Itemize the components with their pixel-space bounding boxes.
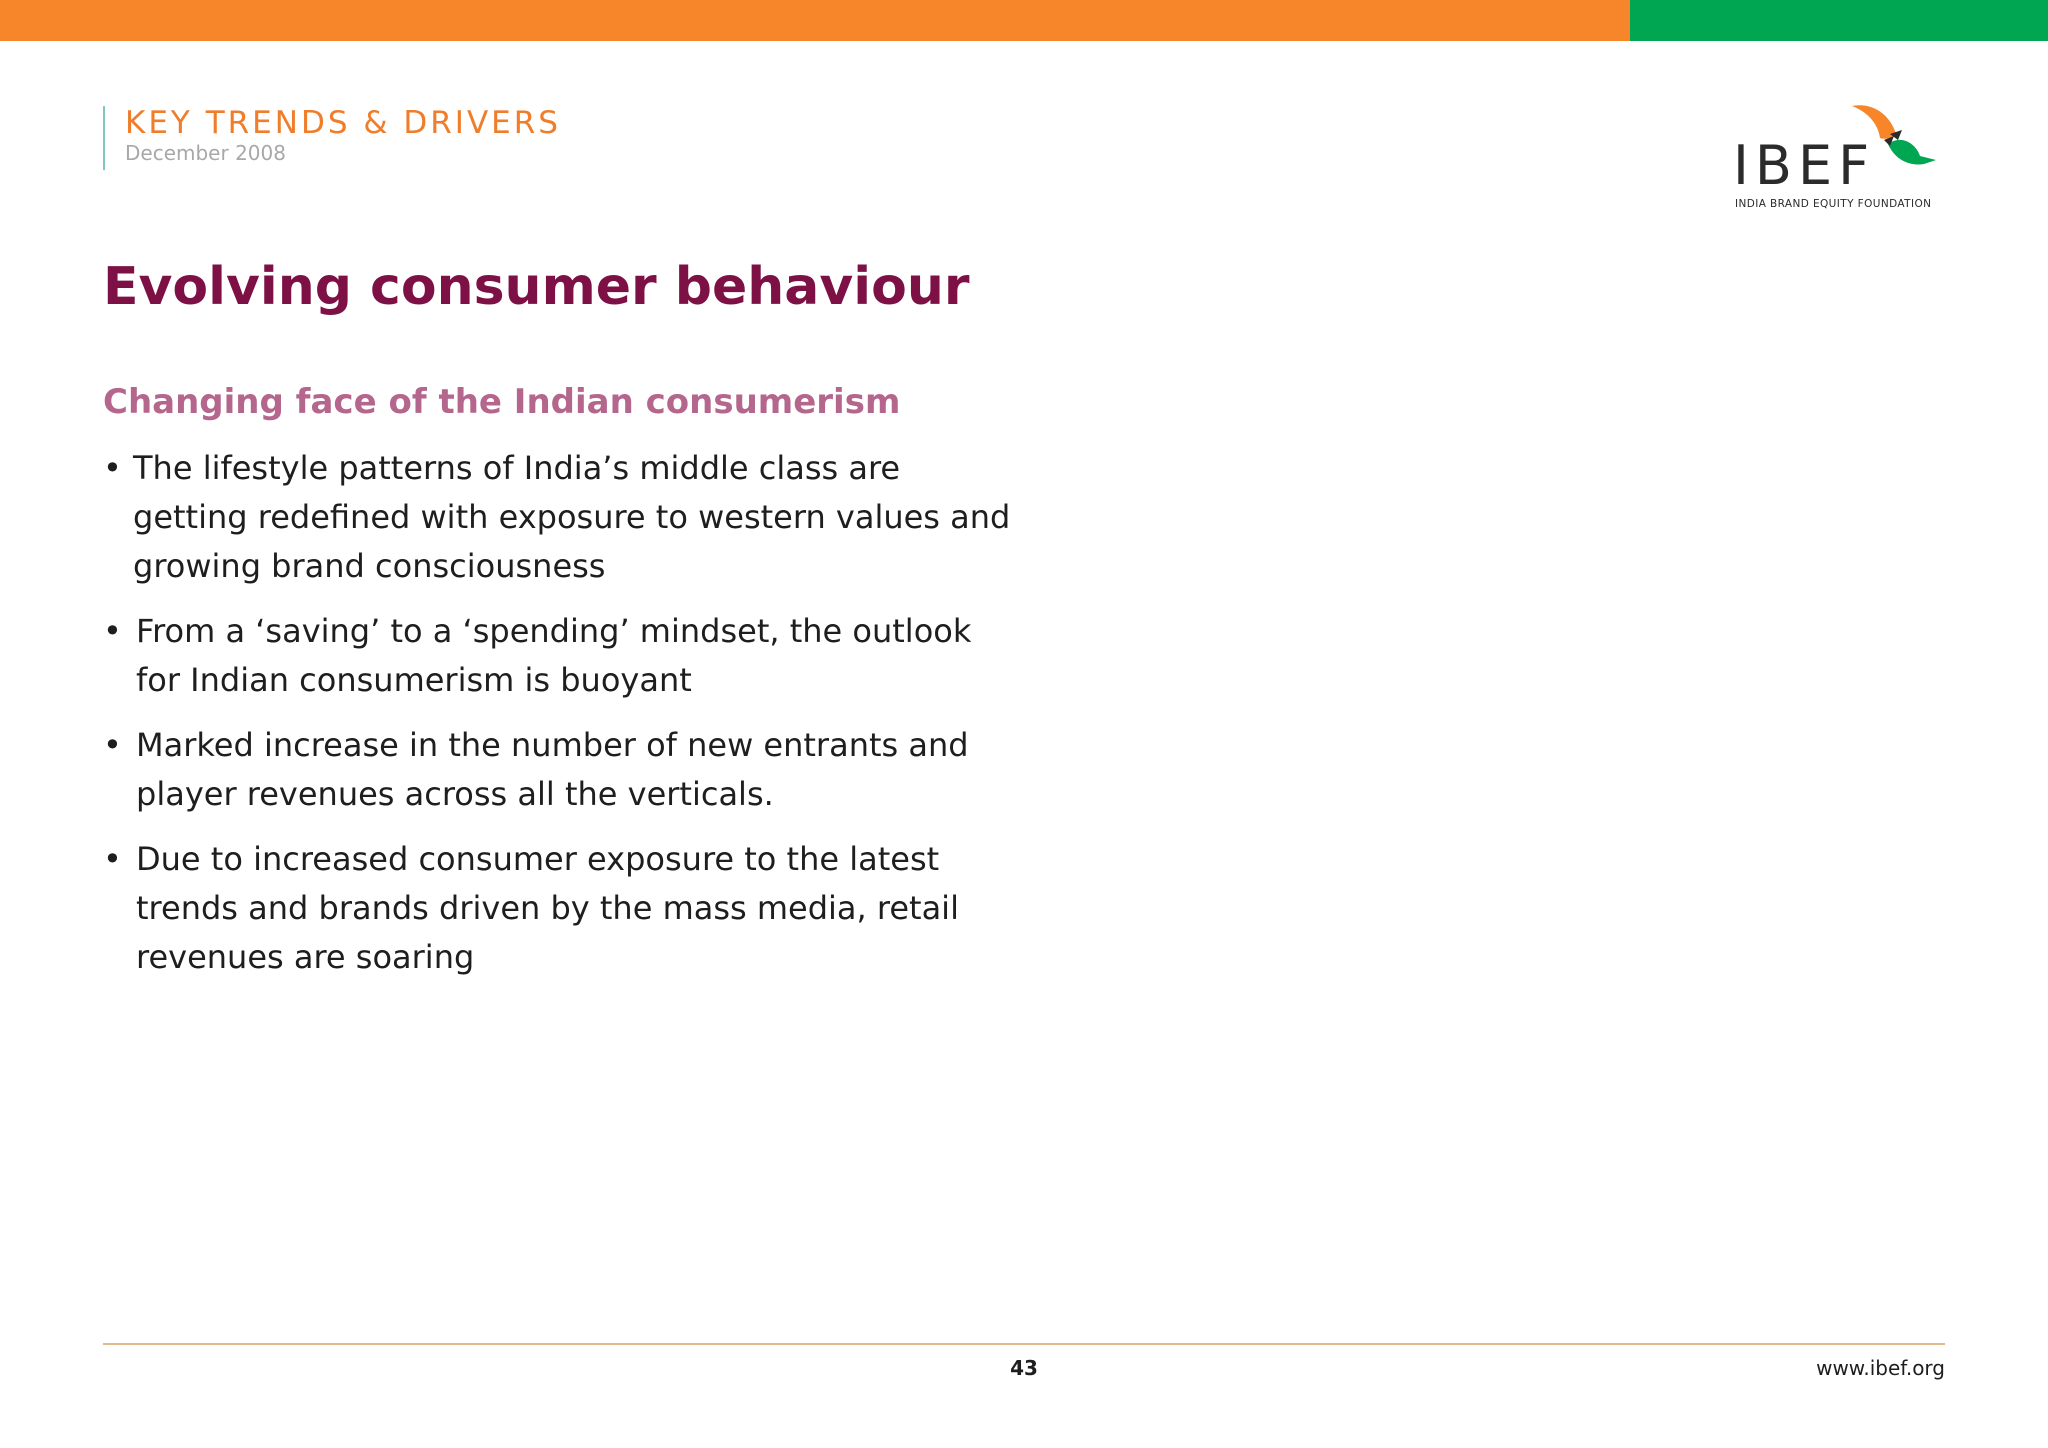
bullet-text: From a ‘saving’ to a ‘spending’ mindset, the outlook for Indian consumerism is buoyant: [136, 612, 972, 699]
section-header: [103, 106, 561, 170]
top-bar-orange: [0, 0, 1630, 41]
top-color-bar: [0, 0, 2048, 41]
bullet-icon: •: [103, 840, 122, 878]
bullet-icon: •: [103, 726, 122, 764]
ibef-logo: [1730, 100, 1950, 212]
page-title: Evolving consumer behaviour: [103, 257, 970, 317]
page-number: 43: [1010, 1356, 1038, 1380]
logo-tagline: INDIA BRAND EQUITY FOUNDATION: [1735, 198, 1932, 210]
bullet-item: [103, 835, 1023, 982]
top-bar-green: [1630, 0, 2048, 41]
bird-green-wing: [1888, 140, 1936, 165]
page-subtitle: Changing face of the Indian consumerism: [103, 382, 901, 422]
bullet-icon: •: [103, 612, 122, 650]
section-title: KEY TRENDS & DRIVERS: [125, 105, 561, 141]
footer-divider: [103, 1343, 1945, 1345]
bullet-text: Due to increased consumer exposure to the latest trends and brands driven by the mass media, retail revenues are soaring: [136, 840, 959, 976]
logo-wordmark: IBEF: [1733, 134, 1876, 197]
bullet-icon: •: [103, 449, 122, 487]
bullet-item: [103, 721, 1023, 819]
section-date: December 2008: [125, 141, 286, 165]
bullet-text: The lifestyle patterns of India’s middle class are getting redefined with exposure to western values and growing brand consciousness: [133, 449, 1011, 585]
bullet-item: [103, 444, 1023, 591]
bullet-item: [103, 607, 1023, 705]
bullet-text: Marked increase in the number of new entrants and player revenues across all the verticals.: [136, 726, 969, 813]
website-link[interactable]: www.ibef.org: [1816, 1356, 1945, 1380]
bullet-list: [103, 444, 1023, 998]
